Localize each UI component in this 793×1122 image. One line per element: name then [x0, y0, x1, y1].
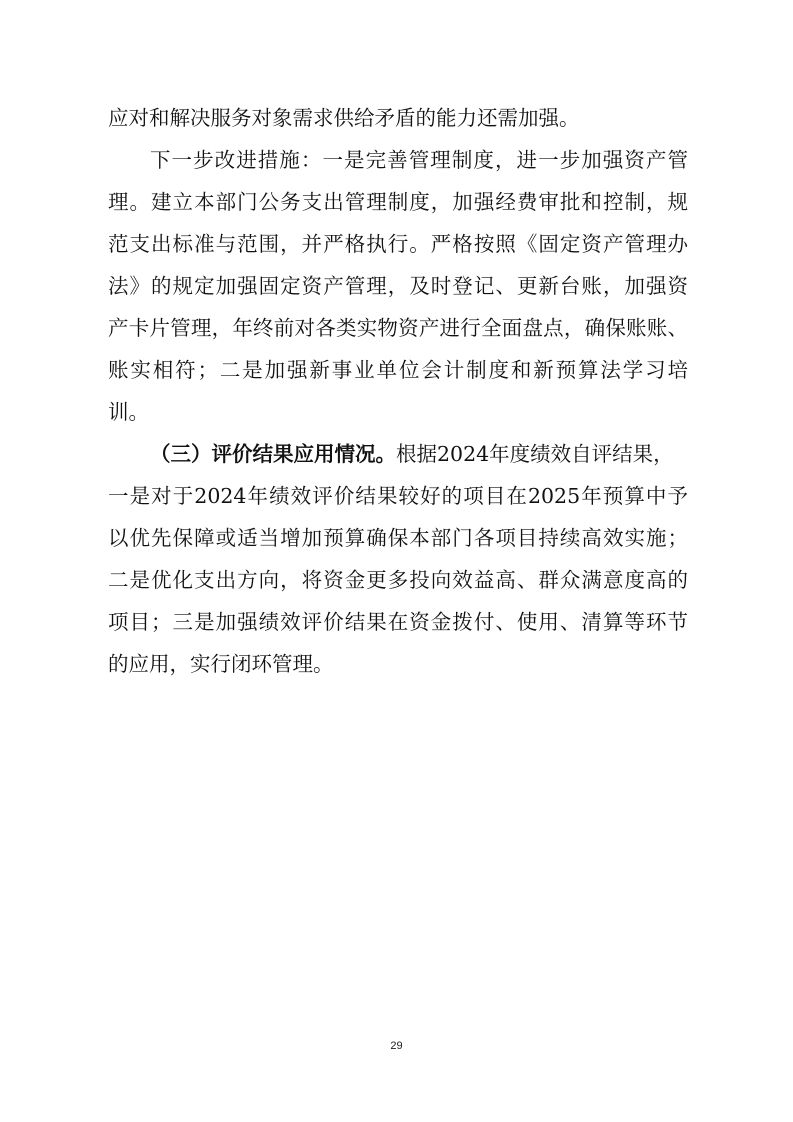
paragraph-line: 应对和解决服务对象需求供给矛盾的能力还需加强。 — [108, 106, 580, 130]
section-heading: （三）评价结果应用情况。 — [150, 442, 396, 466]
paragraph-line: 以优先保障或适当增加预算确保本部门各项目持续高效实施； — [108, 526, 688, 550]
paragraph-line: 法》的规定加强固定资产管理，及时登记、更新台账，加强资 — [108, 274, 688, 298]
section-heading-text: 根据2024年度绩效自评结果， — [396, 442, 674, 466]
paragraph-line: 训。 — [108, 400, 149, 424]
paragraph-line: 项目；三是加强绩效评价结果在资金拨付、使用、清算等环节 — [108, 610, 688, 634]
paragraph-line: 下一步改进措施：一是完善管理制度，进一步加强资产管 — [150, 148, 688, 172]
paragraph-line: 产卡片管理，年终前对各类实物资产进行全面盘点，确保账账、 — [108, 316, 688, 340]
paragraph-line: 的应用，实行闭环管理。 — [108, 652, 334, 676]
paragraph-line: 理。建立本部门公务支出管理制度，加强经费审批和控制，规 — [108, 190, 688, 214]
paragraph-line: 账实相符；二是加强新事业单位会计制度和新预算法学习培 — [108, 358, 688, 382]
section-heading-line — [150, 434, 688, 474]
paragraph-line: 二是优化支出方向，将资金更多投向效益高、群众满意度高的 — [108, 568, 688, 592]
paragraph-line: 一是对于2024年绩效评价结果较好的项目在2025年预算中予 — [108, 484, 688, 508]
page-number: 29 — [390, 1040, 403, 1052]
paragraph-line: 范支出标准与范围，并严格执行。严格按照《固定资产管理办 — [108, 232, 688, 256]
